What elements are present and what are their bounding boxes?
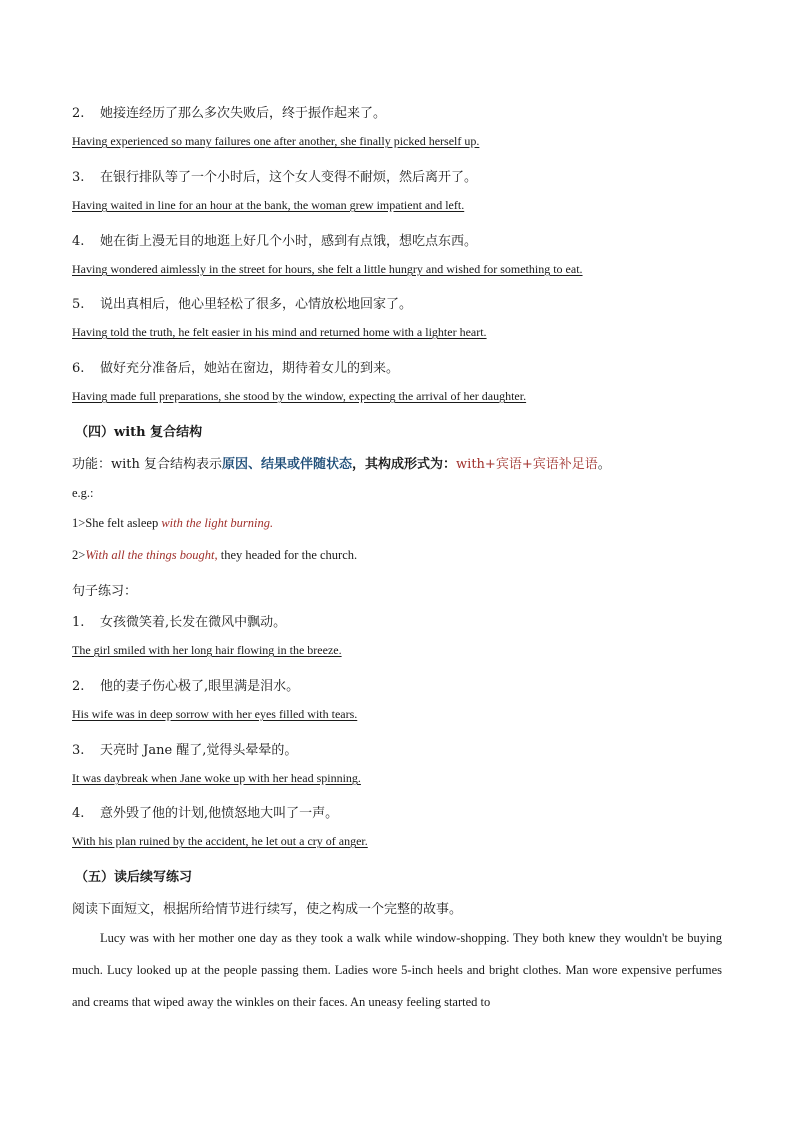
- example-2: 2>With all the things bought, they headed for the church.: [72, 548, 358, 562]
- practice-4-chinese: 4. 意外毁了他的计划,他愤怒地大叫了一声。: [72, 806, 339, 821]
- section-heading-continuation-writing: （五）读后续写练习: [75, 870, 193, 885]
- chinese-sentence: 她接连经历了那么多次失败后，终于振作起来了。: [100, 106, 387, 121]
- chinese-sentence: 在银行排队等了一个小时后，这个女人变得不耐烦，然后离开了。: [100, 170, 478, 185]
- example-highlight: with the light burning.: [161, 516, 274, 530]
- highlight-meaning: 原因、结果或伴随状态: [222, 457, 353, 472]
- chinese-sentence: 做好充分准备后，她站在窗边，期待着女儿的到来。: [100, 361, 400, 376]
- exercise-2-answer: Having experienced so many failures one after another, she finally picked herself up.: [72, 134, 480, 148]
- practice-3-chinese: 3. 天亮时 Jane 醒了,觉得头晕晕的。: [72, 743, 298, 758]
- item-number: 3.: [72, 170, 85, 185]
- chinese-sentence: 她在街上漫无目的地逛上好几个小时，感到有点饿，想吃点东西。: [100, 234, 478, 249]
- exercise-3-answer: Having waited in line for an hour at the bank, the woman grew impatient and left.: [72, 198, 465, 212]
- item-number: 2.: [72, 106, 85, 121]
- practice-1-answer: The girl smiled with her long hair flowing in the breeze.: [72, 643, 342, 657]
- exercise-3-chinese: [72, 166, 477, 185]
- practice-4-answer: With his plan ruined by the accident, he let out a cry of anger.: [72, 834, 368, 848]
- practice-3-answer: It was daybreak when Jane woke up with her head spinning.: [72, 771, 361, 785]
- structure-formula: with+宾语+宾语补足语: [456, 457, 598, 472]
- section-heading-with-structure: （四）with 复合结构: [75, 425, 203, 440]
- practice-2-answer: His wife was in deep sorrow with her eyes filled with tears.: [72, 707, 358, 721]
- practice-2-chinese: 2. 他的妻子伤心极了,眼里满是泪水。: [72, 679, 300, 694]
- example-highlight: With all the things bought,: [85, 548, 218, 562]
- item-number: 4.: [72, 234, 85, 249]
- item-number: 5.: [72, 297, 85, 312]
- exercise-4-answer: Having wondered aimlessly in the street for hours, she felt a little hungry and wished for something to eat.: [72, 262, 583, 276]
- exercise-5-chinese: [72, 293, 412, 312]
- function-description: 功能：with 复合结构表示原因、结果或伴随状态，其构成形式为：with+宾语+宾语补足语。: [72, 457, 611, 472]
- story-paragraph: Lucy was with her mother one day as they took a walk while window-shopping. They both knew they wouldn't be buying much. Lucy looked up at the people passing them. Ladies wore 5-inch heels and bright clothes. Man wore expensive perfumes and creams that wiped away the winkles on their faces. An uneasy feeling started to: [72, 931, 722, 1009]
- practice-label: 句子练习：: [72, 584, 138, 599]
- exercise-6-chinese: [72, 357, 399, 376]
- item-number: 6.: [72, 361, 85, 376]
- exercise-4-chinese: [72, 230, 477, 249]
- exercise-6-answer: Having made full preparations, she stood by the window, expecting the arrival of her daughter.: [72, 389, 527, 403]
- writing-instruction: 阅读下面短文，根据所给情节进行续写，使之构成一个完整的故事。: [72, 902, 463, 917]
- practice-1-chinese: 1. 女孩微笑着,长发在微风中飘动。: [72, 615, 287, 630]
- exercise-5-answer: Having told the truth, he felt easier in his mind and returned home with a lighter heart.: [72, 325, 487, 339]
- eg-label: e.g.:: [72, 486, 94, 500]
- exercise-2-chinese: [72, 102, 386, 121]
- chinese-sentence: 说出真相后，他心里轻松了很多，心情放松地回家了。: [100, 297, 413, 312]
- example-1: 1>She felt asleep with the light burning.: [72, 516, 274, 530]
